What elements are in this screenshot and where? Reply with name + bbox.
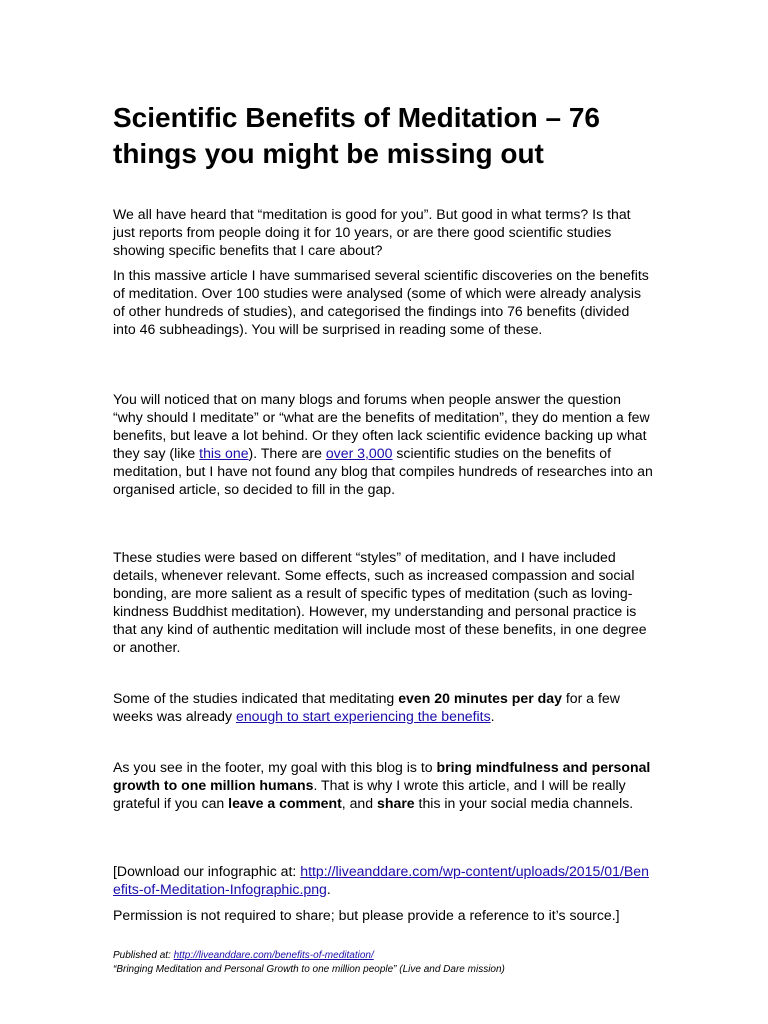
- this-one-link[interactable]: this one: [199, 445, 249, 461]
- page-title: Scientific Benefits of Meditation – 76 things you might be missing out: [113, 102, 600, 169]
- permission-paragraph: Permission is not required to share; but please provide a reference to it’s source.]: [113, 907, 620, 923]
- footer-source-link[interactable]: http://liveanddare.com/benefits-of-meditation/: [173, 950, 374, 961]
- footer-mission: “Bringing Meditation and Personal Growth to one million people” (Live and Dare mission): [113, 964, 505, 975]
- infographic-paragraph: [113, 862, 653, 898]
- goal-paragraph: [113, 758, 653, 812]
- goal-text-c: , and: [341, 795, 378, 811]
- infographic-link[interactable]: http://liveanddare.com/wp-content/uploads/2015/01/Benefits-of-Meditation-Infographic.png: [113, 863, 649, 897]
- footer-published-label: Published at:: [113, 950, 174, 961]
- twenty-minutes-paragraph: [113, 689, 653, 725]
- over-3000-link[interactable]: over 3,000: [325, 445, 393, 461]
- goal-text-a: As you see in the footer, my goal with this blog is to: [113, 759, 437, 775]
- footer-published: [113, 949, 658, 962]
- goal-bold-share: share: [377, 795, 415, 811]
- benefits-link[interactable]: enough to start experiencing the benefits: [235, 708, 491, 724]
- blogs-paragraph: [113, 390, 653, 498]
- goal-text-d: this in your social media channels.: [414, 795, 634, 811]
- styles-paragraph: These studies were based on different “styles” of meditation, and I have included details, whenever relevant. Some effects, such as increased compassion and social bonding, are more salient as a result of specific types of meditation (such as loving-kindness Buddhist meditation). However, my understanding and personal practice is that any kind of authentic meditation will include most of these benefits, in one degree or another.: [113, 549, 647, 655]
- goal-bold-comment: leave a comment: [228, 795, 342, 811]
- infographic-text-b: .: [326, 881, 331, 897]
- twenty-text-b: for a few weeks was already: [113, 690, 620, 724]
- intro-paragraph: We all have heard that “meditation is good for you”. But good in what terms? Is that just reports from people doing it for 10 years, or are there good scientific studies showing specific benefits that I care about?: [113, 206, 631, 258]
- infographic-text-a: [Download our infographic at:: [113, 863, 301, 879]
- goal-bold-mission: bring mindfulness and personal growth to one million humans: [113, 759, 651, 793]
- twenty-text-c: .: [490, 708, 495, 724]
- blogs-text-c: scientific studies on the benefits of meditation, but I have not found any blog that compiles hundreds of researches into an organised article, so decided to fill in the gap.: [113, 445, 653, 497]
- twenty-minutes-bold: even 20 minutes per day: [398, 690, 562, 706]
- blogs-text-b: ). There are: [248, 445, 326, 461]
- summary-paragraph: In this massive article I have summarised several scientific discoveries on the benefits of meditation. Over 100 studies were analysed (some of which were already analysis of other hundreds of studies), and categorised the findings into 76 benefits (divided into 46 subheadings). You will be surprised in reading some of these.: [113, 267, 649, 337]
- blogs-text-a: You will noticed that on many blogs and forums when people answer the question “why should I meditate” or “what are the benefits of meditation”, they do mention a few benefits, but leave a lot behind. Or they often lack scientific evidence backing up what they say (like: [113, 391, 650, 461]
- goal-text-b: . That is why I wrote this article, and I will be really grateful if you can: [113, 777, 626, 811]
- twenty-text-a: Some of the studies indicated that meditating: [113, 690, 399, 706]
